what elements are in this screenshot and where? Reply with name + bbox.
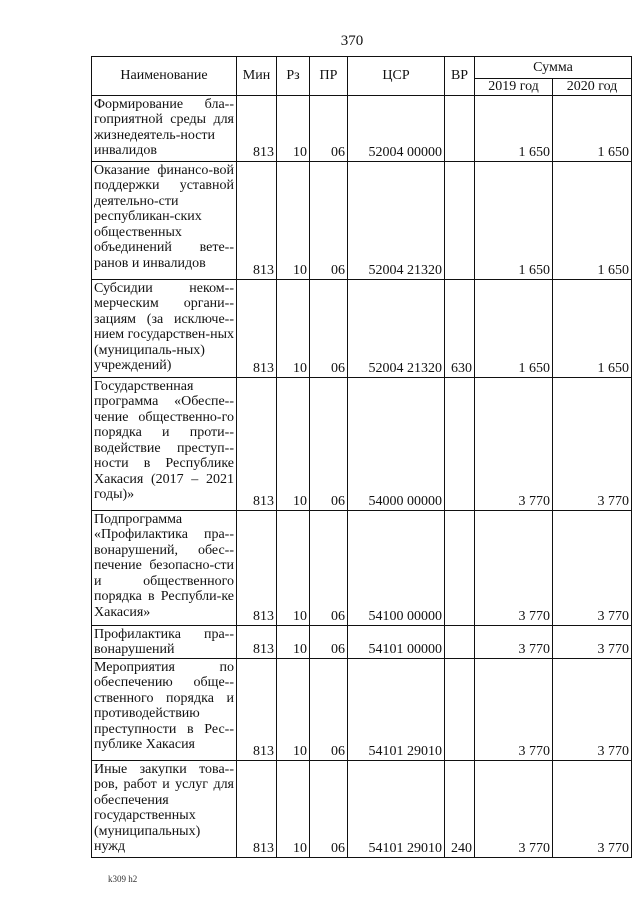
- cell-min: 813: [237, 625, 277, 658]
- cell-pr: 06: [310, 377, 348, 510]
- cell-2020: 1 650: [553, 95, 632, 161]
- header-name: Наименование: [92, 57, 237, 96]
- cell-2019: 3 770: [475, 377, 553, 510]
- cell-2019: 3 770: [475, 625, 553, 658]
- table-row: [92, 279, 632, 377]
- cell-csr: 54100 00000: [348, 510, 445, 625]
- cell-vr: [445, 95, 475, 161]
- header-min: Мин: [237, 57, 277, 96]
- cell-name: Субсидии неком-мерческим органи-зациям (за исключе-нием государствен-ных (муниципаль-ных) учреждений): [92, 279, 237, 377]
- cell-pr: 06: [310, 279, 348, 377]
- footer-code: k309 h2: [108, 874, 138, 884]
- cell-csr: 54101 29010: [348, 658, 445, 760]
- cell-vr: [445, 625, 475, 658]
- page-number: 370: [340, 33, 364, 49]
- cell-pr: 06: [310, 658, 348, 760]
- cell-vr: 240: [445, 760, 475, 857]
- cell-2020: 1 650: [553, 161, 632, 279]
- cell-name: Профилактика пра-вонарушений: [92, 625, 237, 658]
- cell-2019: 3 770: [475, 760, 553, 857]
- cell-2019: 1 650: [475, 95, 553, 161]
- cell-vr: [445, 161, 475, 279]
- cell-min: 813: [237, 161, 277, 279]
- cell-2020: 3 770: [553, 625, 632, 658]
- cell-2020: 3 770: [553, 658, 632, 760]
- cell-pr: 06: [310, 760, 348, 857]
- header-csr: ЦСР: [348, 57, 445, 96]
- cell-2020: 3 770: [553, 377, 632, 510]
- cell-rz: 10: [277, 279, 310, 377]
- table-row: [92, 377, 632, 510]
- cell-rz: 10: [277, 95, 310, 161]
- cell-rz: 10: [277, 625, 310, 658]
- cell-name: Подпрограмма «Профилактика пра-вонарушений, обес-печение безопасно-сти и общественного порядка в Республи-ке Хакасия»: [92, 510, 237, 625]
- table-row: [92, 161, 632, 279]
- cell-pr: 06: [310, 625, 348, 658]
- cell-min: 813: [237, 510, 277, 625]
- cell-rz: 10: [277, 760, 310, 857]
- budget-table-container: [91, 56, 631, 858]
- cell-rz: 10: [277, 510, 310, 625]
- cell-csr: 52004 21320: [348, 161, 445, 279]
- cell-rz: 10: [277, 658, 310, 760]
- cell-vr: [445, 658, 475, 760]
- cell-csr: 52004 21320: [348, 279, 445, 377]
- table-row: [92, 760, 632, 857]
- cell-name: Формирование бла-гоприятной среды для жизнедеятель-ности инвалидов: [92, 95, 237, 161]
- header-2020: 2020 год: [553, 79, 632, 96]
- cell-vr: [445, 510, 475, 625]
- cell-csr: 52004 00000: [348, 95, 445, 161]
- cell-2019: 3 770: [475, 658, 553, 760]
- cell-vr: 630: [445, 279, 475, 377]
- cell-csr: 54101 29010: [348, 760, 445, 857]
- cell-2020: 3 770: [553, 760, 632, 857]
- cell-pr: 06: [310, 510, 348, 625]
- cell-2020: 1 650: [553, 279, 632, 377]
- cell-min: 813: [237, 760, 277, 857]
- table-row: [92, 510, 632, 625]
- cell-name: Государственная программа «Обеспе-чение общественно-го порядка и проти-водействие преступ-ности в Республике Хакасия (2017 – 2021 годы)»: [92, 377, 237, 510]
- cell-min: 813: [237, 95, 277, 161]
- table-row: [92, 658, 632, 760]
- cell-vr: [445, 377, 475, 510]
- header-2019: 2019 год: [475, 79, 553, 96]
- cell-name: Оказание финансо-вой поддержки уставной деятельно-сти республикан-ских общественных объединений вете-ранов и инвалидов: [92, 161, 237, 279]
- table-row: [92, 625, 632, 658]
- cell-min: 813: [237, 377, 277, 510]
- table-body: [92, 95, 632, 857]
- cell-2019: 3 770: [475, 510, 553, 625]
- cell-min: 813: [237, 658, 277, 760]
- cell-name: Мероприятия по обеспечению обще-ственного порядка и противодействию преступности в Рес-публике Хакасия: [92, 658, 237, 760]
- cell-2020: 3 770: [553, 510, 632, 625]
- header-vr: ВР: [445, 57, 475, 96]
- cell-rz: 10: [277, 161, 310, 279]
- header-rz: Рз: [277, 57, 310, 96]
- header-sum: Сумма: [475, 57, 632, 79]
- cell-csr: 54101 00000: [348, 625, 445, 658]
- cell-2019: 1 650: [475, 279, 553, 377]
- cell-2019: 1 650: [475, 161, 553, 279]
- cell-name: Иные закупки това-ров, работ и услуг для обеспечения государственных (муниципальных) нужд: [92, 760, 237, 857]
- cell-min: 813: [237, 279, 277, 377]
- cell-csr: 54000 00000: [348, 377, 445, 510]
- cell-pr: 06: [310, 161, 348, 279]
- table-row: [92, 95, 632, 161]
- budget-table: [91, 56, 632, 858]
- header-pr: ПР: [310, 57, 348, 96]
- cell-pr: 06: [310, 95, 348, 161]
- cell-rz: 10: [277, 377, 310, 510]
